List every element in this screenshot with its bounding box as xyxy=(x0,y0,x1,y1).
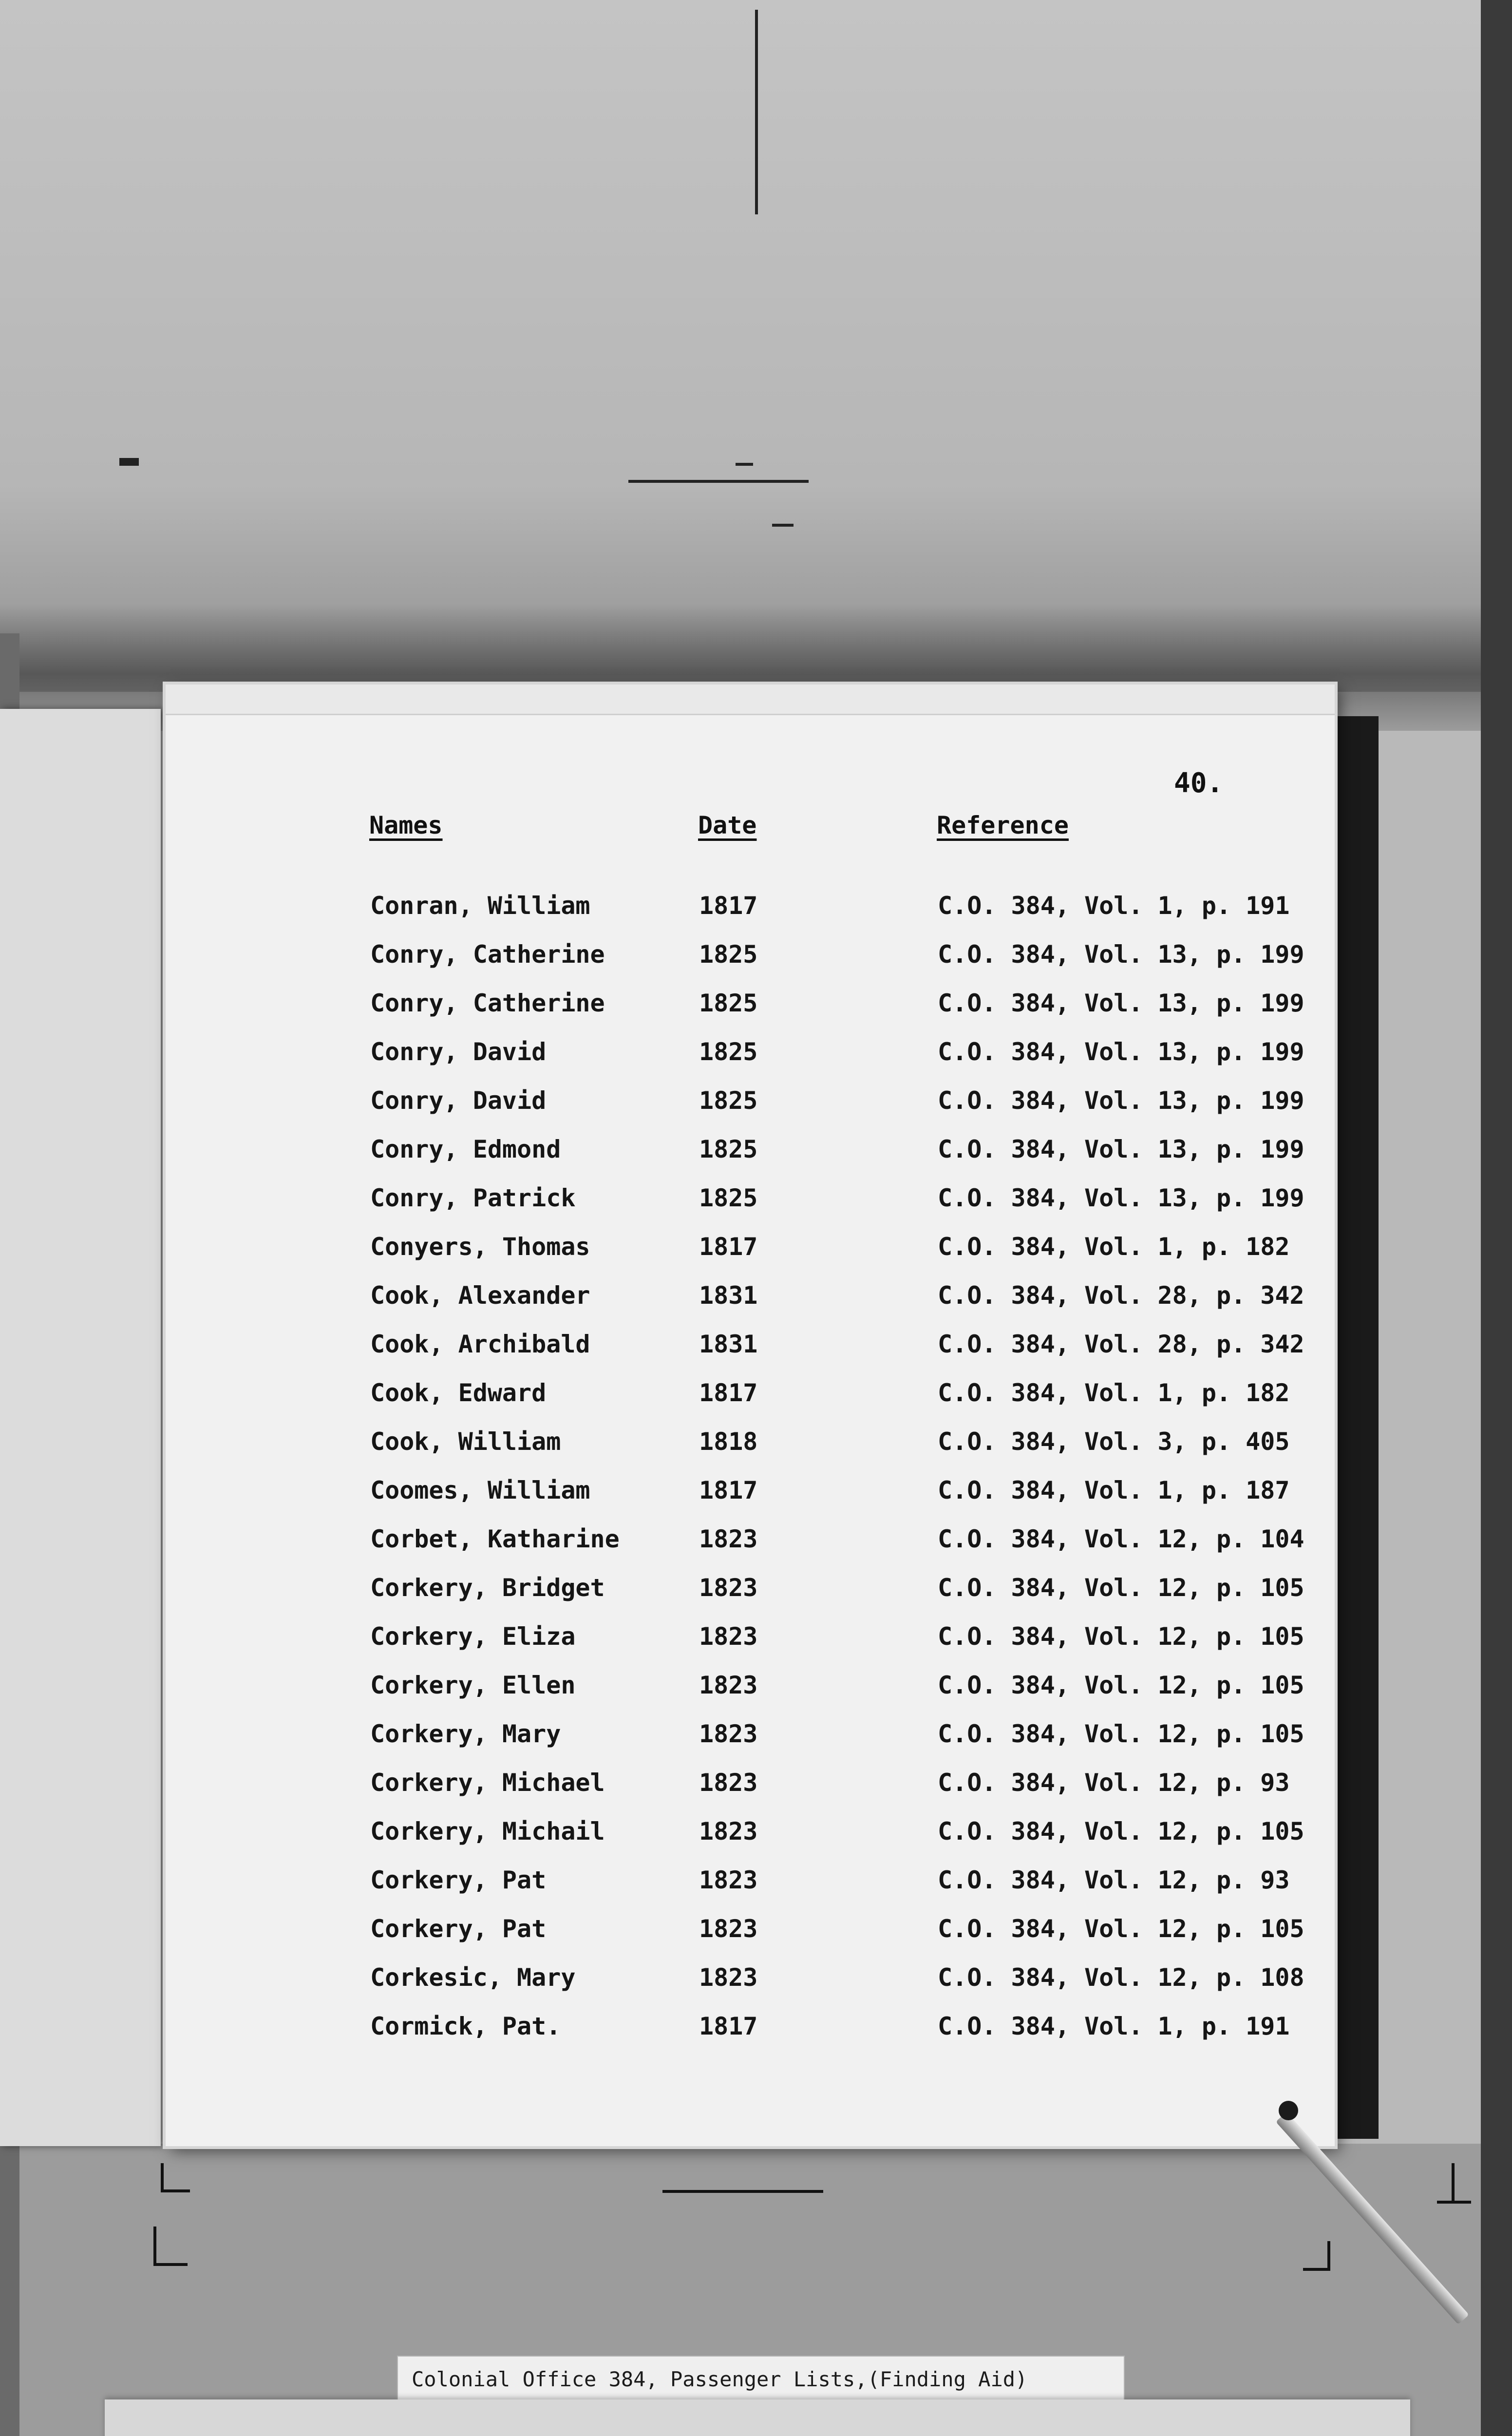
entry-name: Cook, Archibald xyxy=(370,1330,590,1358)
entry-name: Corkery, Eliza xyxy=(370,1622,576,1651)
entry-row xyxy=(166,1866,1335,1910)
entry-row xyxy=(166,1769,1335,1812)
entry-date: 1823 xyxy=(699,1866,758,1894)
entry-row xyxy=(166,1281,1335,1325)
entry-name: Cook, Alexander xyxy=(370,1281,590,1310)
entry-reference: C.O. 384, Vol. 1, p. 182 xyxy=(938,1233,1290,1261)
entry-date: 1825 xyxy=(699,1135,758,1163)
entry-name: Cook, William xyxy=(370,1427,561,1456)
entry-row xyxy=(166,1963,1335,2007)
entry-reference: C.O. 384, Vol. 12, p. 105 xyxy=(938,1915,1304,1943)
entry-row xyxy=(166,1038,1335,1082)
entry-date: 1823 xyxy=(699,1963,758,1992)
entry-row xyxy=(166,1379,1335,1423)
header-date: Date xyxy=(698,811,757,839)
caption-text: Colonial Office 384, Passenger Lists,(Finding Aid) xyxy=(412,2367,1028,2391)
right-edge-strip xyxy=(1481,0,1512,2436)
entry-reference: C.O. 384, Vol. 12, p. 104 xyxy=(938,1525,1304,1553)
entry-date: 1831 xyxy=(699,1330,758,1358)
entry-date: 1817 xyxy=(699,2012,758,2040)
finding-aid-caption xyxy=(397,2356,1125,2402)
entry-name: Corkery, Michail xyxy=(370,1817,605,1846)
entry-name: Conyers, Thomas xyxy=(370,1233,590,1261)
crop-mark xyxy=(1327,2241,1330,2270)
entry-row xyxy=(166,1233,1335,1276)
entry-date: 1823 xyxy=(699,1525,758,1553)
archive-label-card xyxy=(105,2399,1410,2436)
entry-row xyxy=(166,1330,1335,1374)
film-scratch xyxy=(736,463,753,466)
film-speck xyxy=(119,458,139,466)
entry-name: Corkesic, Mary xyxy=(370,1963,576,1992)
entry-date: 1825 xyxy=(699,1038,758,1066)
entry-row xyxy=(166,1476,1335,1520)
crop-mark xyxy=(161,2189,190,2192)
entry-reference: C.O. 384, Vol. 13, p. 199 xyxy=(938,940,1304,969)
entry-reference: C.O. 384, Vol. 13, p. 199 xyxy=(938,1184,1304,1212)
entry-name: Conry, David xyxy=(370,1038,547,1066)
entry-reference: C.O. 384, Vol. 12, p. 105 xyxy=(938,1817,1304,1846)
film-scratch xyxy=(772,524,794,527)
entry-reference: C.O. 384, Vol. 28, p. 342 xyxy=(938,1330,1304,1358)
entry-reference: C.O. 384, Vol. 28, p. 342 xyxy=(938,1281,1304,1310)
entry-date: 1825 xyxy=(699,940,758,969)
entry-reference: C.O. 384, Vol. 1, p. 187 xyxy=(938,1476,1290,1504)
entry-date: 1823 xyxy=(699,1622,758,1651)
entry-name: Corbet, Katharine xyxy=(370,1525,620,1553)
pen-tip xyxy=(1279,2101,1298,2120)
page-number: 40. xyxy=(1174,767,1224,799)
entry-row xyxy=(166,1135,1335,1179)
crop-mark xyxy=(153,2263,188,2266)
entry-date: 1823 xyxy=(699,1671,758,1699)
entry-date: 1823 xyxy=(699,1915,758,1943)
entry-reference: C.O. 384, Vol. 12, p. 105 xyxy=(938,1720,1304,1748)
entry-name: Conry, Catherine xyxy=(370,940,605,969)
entry-row xyxy=(166,1915,1335,1959)
header-reference: Reference xyxy=(937,811,1069,839)
entry-row xyxy=(166,1671,1335,1715)
entry-date: 1817 xyxy=(699,1233,758,1261)
crop-mark xyxy=(1452,2163,1455,2202)
entry-row xyxy=(166,892,1335,935)
entry-reference: C.O. 384, Vol. 13, p. 199 xyxy=(938,1038,1304,1066)
entry-reference: C.O. 384, Vol. 12, p. 105 xyxy=(938,1622,1304,1651)
crop-mark xyxy=(161,2163,164,2192)
entry-name: Corkery, Bridget xyxy=(370,1574,605,1602)
entry-date: 1823 xyxy=(699,1769,758,1797)
entry-row xyxy=(166,1184,1335,1228)
page-top-edge xyxy=(166,685,1335,715)
entry-row xyxy=(166,1720,1335,1764)
facing-page xyxy=(0,709,161,2146)
entry-reference: C.O. 384, Vol. 13, p. 199 xyxy=(938,1086,1304,1115)
entry-row xyxy=(166,2012,1335,2056)
entry-row xyxy=(166,1574,1335,1618)
entry-row xyxy=(166,940,1335,984)
entry-reference: C.O. 384, Vol. 1, p. 191 xyxy=(938,892,1290,920)
entry-name: Cormick, Pat. xyxy=(370,2012,561,2040)
entry-row xyxy=(166,1086,1335,1130)
entry-reference: C.O. 384, Vol. 12, p. 93 xyxy=(938,1866,1290,1894)
entry-date: 1825 xyxy=(699,989,758,1017)
entry-name: Corkery, Ellen xyxy=(370,1671,576,1699)
entry-date: 1831 xyxy=(699,1281,758,1310)
entry-date: 1825 xyxy=(699,1184,758,1212)
film-scratch xyxy=(662,2190,823,2193)
entry-reference: C.O. 384, Vol. 12, p. 93 xyxy=(938,1769,1290,1797)
facing-page-text xyxy=(119,811,158,826)
entry-name: Conry, Edmond xyxy=(370,1135,561,1163)
film-scratch xyxy=(755,10,758,214)
entry-row xyxy=(166,1622,1335,1666)
entry-reference: C.O. 384, Vol. 12, p. 105 xyxy=(938,1574,1304,1602)
entry-date: 1818 xyxy=(699,1427,758,1456)
entry-reference: C.O. 384, Vol. 13, p. 199 xyxy=(938,1135,1304,1163)
entry-date: 1817 xyxy=(699,1476,758,1504)
entry-name: Conry, Patrick xyxy=(370,1184,576,1212)
entry-date: 1817 xyxy=(699,892,758,920)
entry-reference: C.O. 384, Vol. 13, p. 199 xyxy=(938,989,1304,1017)
entry-name: Corkery, Pat xyxy=(370,1866,547,1894)
entry-name: Conry, David xyxy=(370,1086,547,1115)
entry-name: Corkery, Pat xyxy=(370,1915,547,1943)
index-page xyxy=(166,685,1335,2146)
entry-reference: C.O. 384, Vol. 1, p. 191 xyxy=(938,2012,1290,2040)
crop-mark xyxy=(153,2227,156,2265)
entry-reference: C.O. 384, Vol. 12, p. 105 xyxy=(938,1671,1304,1699)
crop-mark xyxy=(1437,2201,1471,2204)
film-scratch xyxy=(628,480,809,483)
entry-name: Conran, William xyxy=(370,892,590,920)
entry-row xyxy=(166,1525,1335,1569)
entry-date: 1817 xyxy=(699,1379,758,1407)
entry-date: 1823 xyxy=(699,1720,758,1748)
entry-reference: C.O. 384, Vol. 12, p. 108 xyxy=(938,1963,1304,1992)
entry-reference: C.O. 384, Vol. 1, p. 182 xyxy=(938,1379,1290,1407)
entry-name: Corkery, Michael xyxy=(370,1769,605,1797)
entry-name: Conry, Catherine xyxy=(370,989,605,1017)
entry-date: 1823 xyxy=(699,1574,758,1602)
header-names: Names xyxy=(369,811,443,839)
entry-row xyxy=(166,1817,1335,1861)
entry-date: 1825 xyxy=(699,1086,758,1115)
entry-name: Coomes, William xyxy=(370,1476,590,1504)
crop-mark xyxy=(1303,2268,1330,2271)
entry-date: 1823 xyxy=(699,1817,758,1846)
entry-row xyxy=(166,989,1335,1033)
entry-row xyxy=(166,1427,1335,1471)
entry-name: Cook, Edward xyxy=(370,1379,547,1407)
entry-reference: C.O. 384, Vol. 3, p. 405 xyxy=(938,1427,1290,1456)
entry-name: Corkery, Mary xyxy=(370,1720,561,1748)
